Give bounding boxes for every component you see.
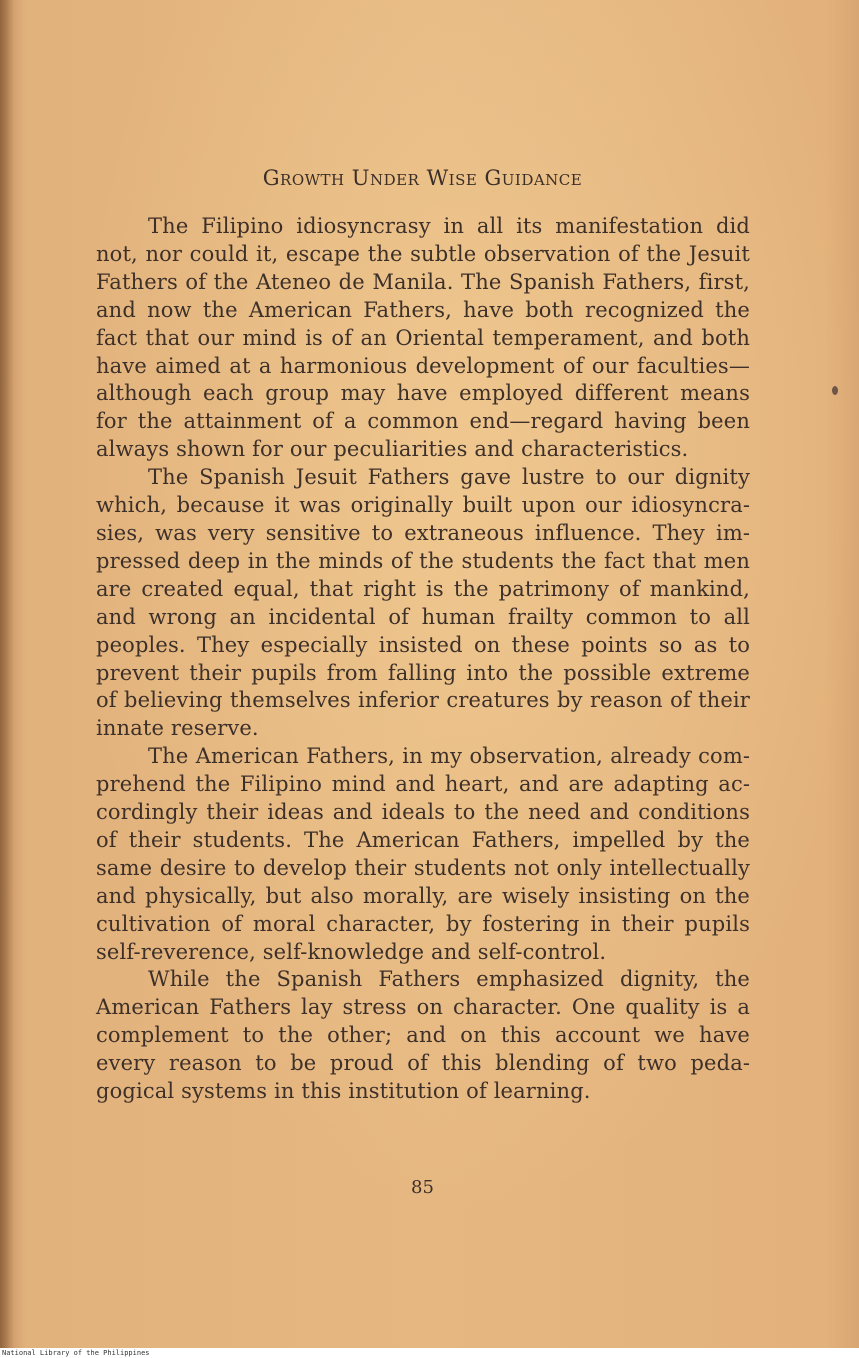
paragraph-2: The Spanish Jesuit Fathers gave lustre to our dignity which, because it was originally built upon our idiosyncrasies, was very sensitive to extraneous influence. They impressed deep in the minds of the students the fact that men are created equal, that right is the patrimony of mankind, and wrong an incidental of human frailty common to all peoples. They especially insisted on these points so as to prevent their pupils from falling into the possible extreme of believing themselves inferior creatures by reason of their innate reserve.: [96, 465, 750, 741]
paragraph-1: The Filipino idiosyncrasy in all its manifestation did not, nor could it, escape the subtle observation of the Jesuit Fathers of the Ateneo de Manila. The Spanish Fathers, first, and now the American Fathers, have both recognized the fact that our mind is of an Oriental temperament, and both have aimed at a harmonious development of our faculties—although each group may have employed different means for the attainment of a common end—regard having been always shown for our peculiarities and characteristics.: [96, 214, 750, 462]
paragraph-4: While the Spanish Fathers emphasized dignity, the American Fathers lay stress on character. One quality is a complement to the other; and on this account we have every reason to be proud of this blending of two pedagogical systems in this institution of learning.: [96, 967, 750, 1104]
page-binding-shadow: [0, 0, 14, 1348]
chapter-title: Growth Under Wise Guidance: [262, 166, 583, 190]
page-number: 85: [411, 1177, 434, 1198]
library-credit: National Library of the Philippines: [2, 1349, 150, 1357]
paragraph-3: The American Fathers, in my observation, already comprehend the Filipino mind and heart, and are adapting accordingly their ideas and ideals to the need and conditions of their students. The American Fathers, impelled by the same desire to develop their students not only intellectually and physically, but also morally, are wisely insisting on the cultivation of moral character, by fostering in their pupils self-reverence, self-knowledge and self-control.: [96, 744, 750, 964]
ink-spot: [832, 386, 838, 395]
body-text: [96, 213, 750, 1106]
